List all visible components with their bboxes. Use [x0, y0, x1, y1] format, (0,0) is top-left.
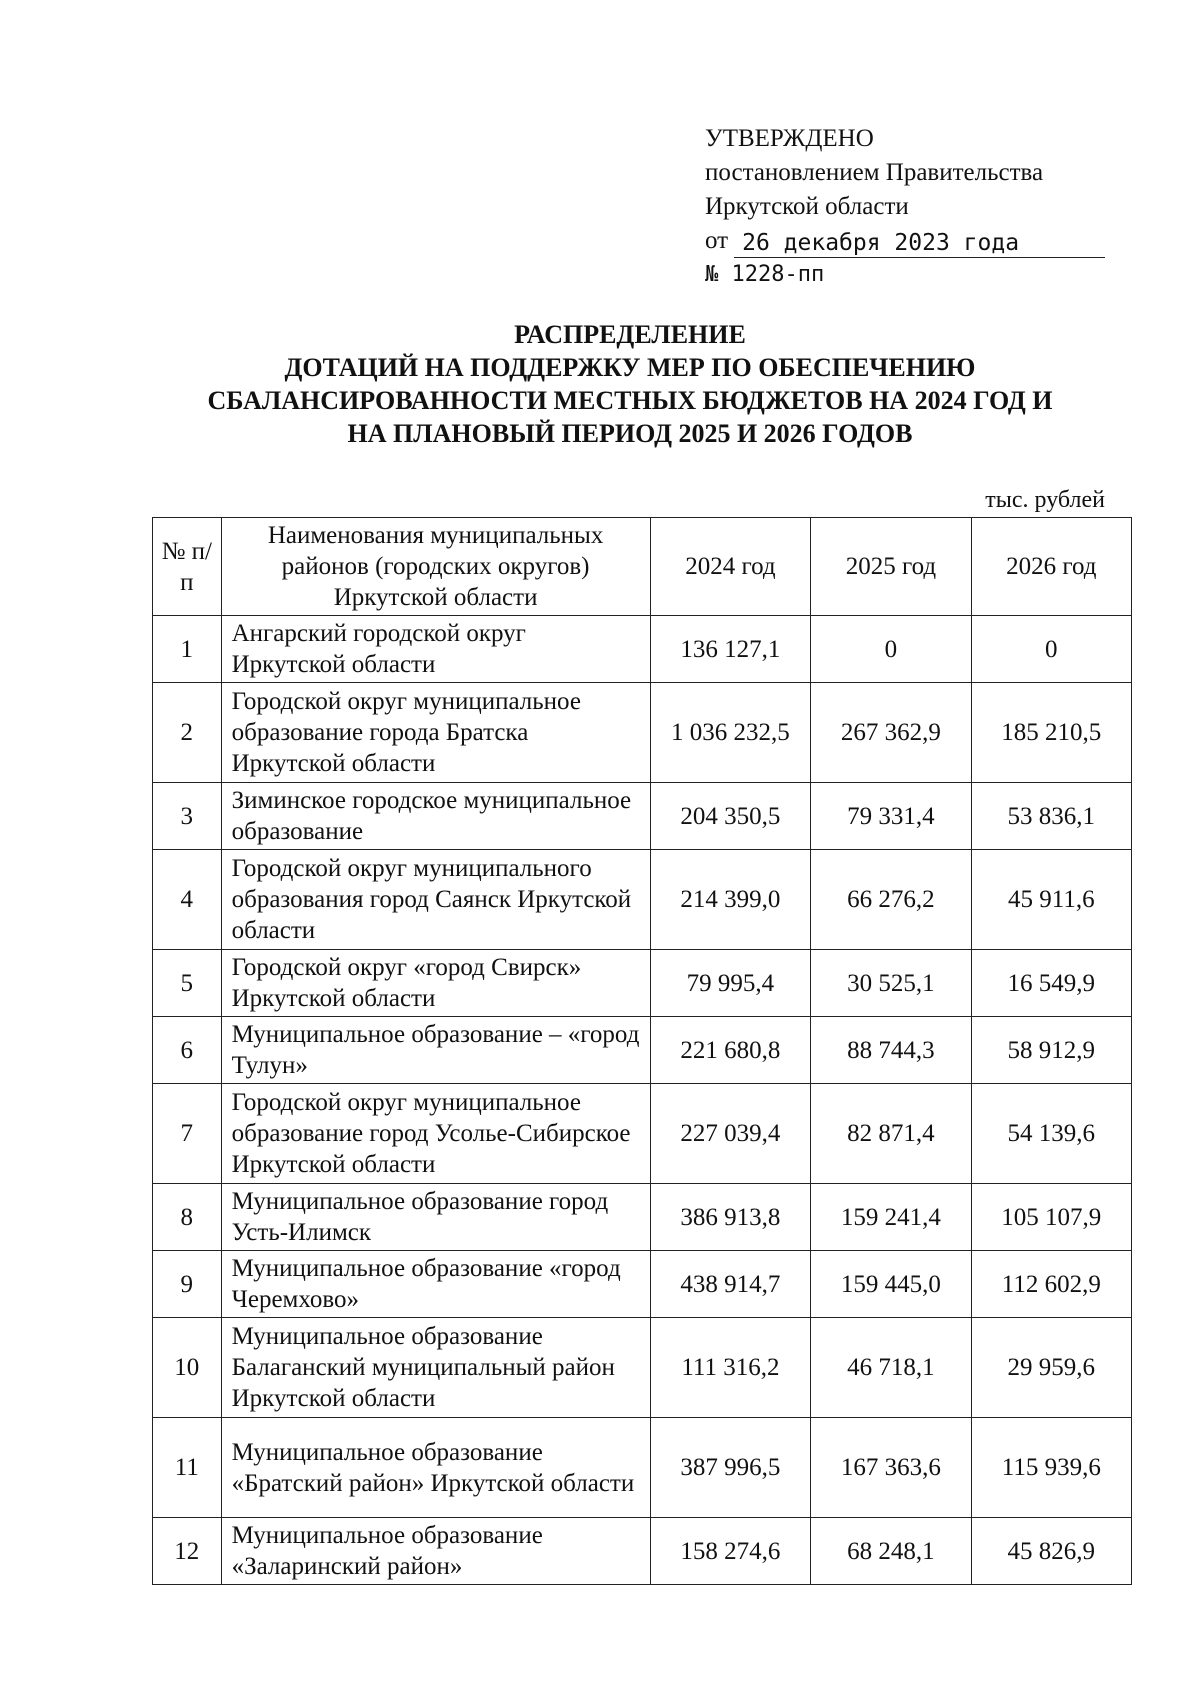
row-name: Городской округ муниципального образования город Саянск Иркутской области	[221, 850, 650, 950]
row-number: 5	[153, 950, 222, 1017]
title-line-2: ДОТАЦИЙ НА ПОДДЕРЖКУ МЕР ПО ОБЕСПЕЧЕНИЮ	[284, 353, 976, 382]
row-name: Ангарский городской округ Иркутской области	[221, 616, 650, 683]
row-value-2026: 112 602,9	[971, 1251, 1131, 1318]
approval-stamp	[705, 122, 1105, 292]
header-2024: 2024 год	[650, 518, 811, 616]
row-name: Зиминское городское муниципальное образование	[221, 783, 650, 850]
table-row	[153, 683, 1132, 783]
table-row	[153, 616, 1132, 683]
row-value-2026: 54 139,6	[971, 1084, 1131, 1184]
approval-number: № 1228-пп	[705, 262, 825, 287]
row-value-2026: 115 939,6	[971, 1418, 1131, 1518]
row-number: 1	[153, 616, 222, 683]
approval-date-prefix: от	[705, 227, 729, 254]
row-number: 10	[153, 1318, 222, 1418]
row-value-2026: 0	[971, 616, 1131, 683]
row-value-2024: 1 036 232,5	[650, 683, 811, 783]
row-value-2026: 105 107,9	[971, 1184, 1131, 1251]
distribution-table	[152, 517, 1132, 1585]
table-row	[153, 1318, 1132, 1418]
header-2025: 2025 год	[811, 518, 971, 616]
row-name: Муниципальное образование «город Черемхово»	[221, 1251, 650, 1318]
row-value-2026: 58 912,9	[971, 1017, 1131, 1084]
row-number: 6	[153, 1017, 222, 1084]
row-value-2025: 159 241,4	[811, 1184, 971, 1251]
row-value-2024: 227 039,4	[650, 1084, 811, 1184]
row-name: Городской округ муниципальное образование города Братска Иркутской области	[221, 683, 650, 783]
row-value-2025: 68 248,1	[811, 1518, 971, 1585]
row-value-2026: 45 911,6	[971, 850, 1131, 950]
row-number: 9	[153, 1251, 222, 1318]
table-row	[153, 1017, 1132, 1084]
row-value-2024: 158 274,6	[650, 1518, 811, 1585]
row-value-2025: 267 362,9	[811, 683, 971, 783]
row-value-2025: 82 871,4	[811, 1084, 971, 1184]
row-value-2024: 204 350,5	[650, 783, 811, 850]
row-value-2024: 214 399,0	[650, 850, 811, 950]
header-num: № п/п	[153, 518, 222, 616]
row-name: Городской округ муниципальное образование город Усолье-Сибирское Иркутской области	[221, 1084, 650, 1184]
document-title	[150, 318, 1110, 450]
header-name: Наименования муниципальных районов (городских округов) Иркутской области	[221, 518, 650, 616]
row-value-2025: 159 445,0	[811, 1251, 971, 1318]
table-row	[153, 1251, 1132, 1318]
table-row	[153, 850, 1132, 950]
title-line-4: НА ПЛАНОВЫЙ ПЕРИОД 2025 И 2026 ГОДОВ	[347, 419, 913, 448]
row-value-2025: 88 744,3	[811, 1017, 971, 1084]
row-value-2024: 221 680,8	[650, 1017, 811, 1084]
table-row	[153, 950, 1132, 1017]
row-value-2025: 167 363,6	[811, 1418, 971, 1518]
table-row	[153, 1184, 1132, 1251]
row-value-2024: 387 996,5	[650, 1418, 811, 1518]
approval-line-1: постановлением Правительства	[705, 159, 1044, 186]
units-label: тыс. рублей	[985, 487, 1105, 513]
approval-line-2: Иркутской области	[705, 193, 909, 220]
approval-date: 26 декабря 2023 года	[734, 229, 1105, 258]
row-value-2024: 111 316,2	[650, 1318, 811, 1418]
row-value-2025: 30 525,1	[811, 950, 971, 1017]
row-name: Муниципальное образование «Заларинский район»	[221, 1518, 650, 1585]
row-value-2026: 185 210,5	[971, 683, 1131, 783]
approval-heading: УТВЕРЖДЕНО	[705, 125, 874, 152]
row-number: 3	[153, 783, 222, 850]
table-body	[153, 616, 1132, 1585]
title-line-3: СБАЛАНСИРОВАННОСТИ МЕСТНЫХ БЮДЖЕТОВ НА 2024 ГОД И	[207, 386, 1053, 415]
row-value-2026: 16 549,9	[971, 950, 1131, 1017]
row-number: 12	[153, 1518, 222, 1585]
table-row	[153, 1084, 1132, 1184]
title-line-1: РАСПРЕДЕЛЕНИЕ	[514, 320, 746, 349]
row-value-2026: 45 826,9	[971, 1518, 1131, 1585]
row-name: Городской округ «город Свирск» Иркутской области	[221, 950, 650, 1017]
row-value-2025: 0	[811, 616, 971, 683]
row-value-2026: 53 836,1	[971, 783, 1131, 850]
row-value-2024: 136 127,1	[650, 616, 811, 683]
row-number: 7	[153, 1084, 222, 1184]
row-number: 4	[153, 850, 222, 950]
row-value-2024: 438 914,7	[650, 1251, 811, 1318]
row-number: 2	[153, 683, 222, 783]
row-value-2024: 386 913,8	[650, 1184, 811, 1251]
row-name: Муниципальное образование Балаганский муниципальный район Иркутской области	[221, 1318, 650, 1418]
row-name: Муниципальное образование «Братский район» Иркутской области	[221, 1418, 650, 1518]
row-value-2026: 29 959,6	[971, 1318, 1131, 1418]
table-header-row	[153, 518, 1132, 616]
header-2026: 2026 год	[971, 518, 1131, 616]
table-row	[153, 1518, 1132, 1585]
row-name: Муниципальное образование город Усть-Илимск	[221, 1184, 650, 1251]
row-value-2025: 66 276,2	[811, 850, 971, 950]
row-value-2024: 79 995,4	[650, 950, 811, 1017]
table-row	[153, 1418, 1132, 1518]
row-value-2025: 79 331,4	[811, 783, 971, 850]
row-number: 8	[153, 1184, 222, 1251]
table-row	[153, 783, 1132, 850]
approval-date-line	[705, 224, 1105, 258]
row-value-2025: 46 718,1	[811, 1318, 971, 1418]
row-number: 11	[153, 1418, 222, 1518]
row-name: Муниципальное образование – «город Тулун»	[221, 1017, 650, 1084]
